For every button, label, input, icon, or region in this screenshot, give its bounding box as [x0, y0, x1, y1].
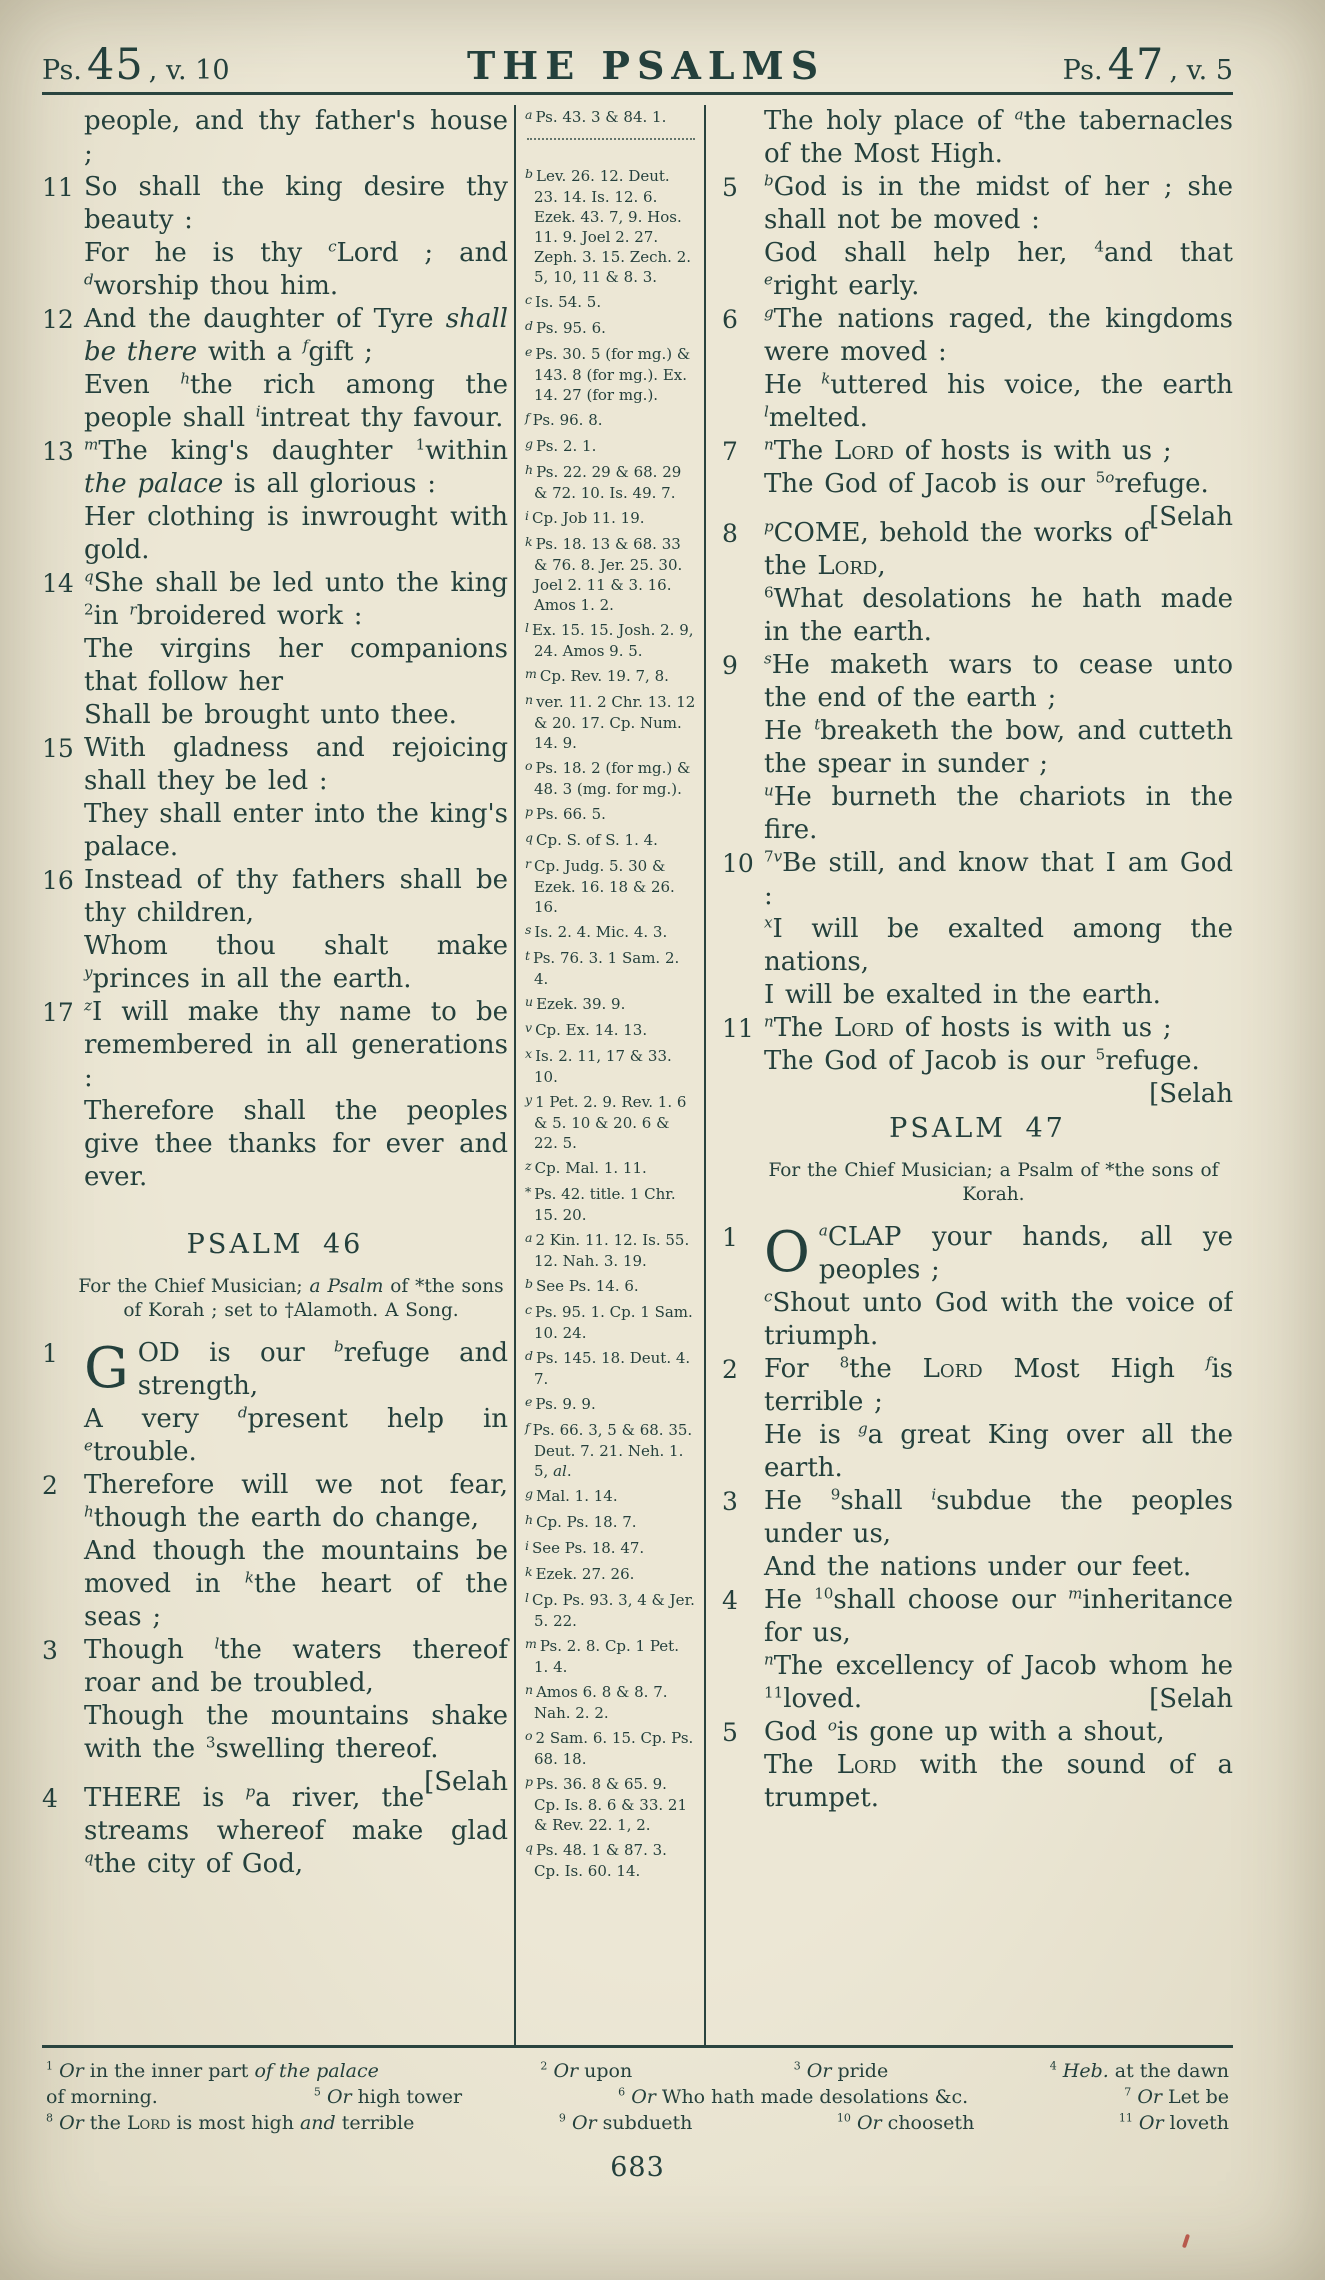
- italic-text: Or: [806, 2060, 832, 2082]
- verse-number: 2: [42, 1471, 58, 1500]
- selah-marker: [Selah: [1149, 502, 1233, 532]
- small-caps-text: Lord: [836, 1750, 897, 1780]
- cross-reference-entry: $^c$ Ps. 95. 1. Cp. 1 Sam. 10. 24.: [525, 1302, 693, 1342]
- verse-number: 10: [722, 849, 754, 878]
- verse-line: people, and thy father's house ;: [84, 106, 508, 169]
- reference-mark: x: [764, 913, 773, 932]
- footnote: $^9$ Or subdueth: [558, 2111, 693, 2134]
- reference-mark: b: [764, 171, 774, 190]
- dotted-separator: [527, 134, 695, 140]
- small-caps-text: Lord: [126, 2112, 171, 2134]
- italic-text: the palace: [84, 469, 224, 499]
- text-columns: [42, 95, 1233, 2045]
- drop-cap: O: [764, 1220, 810, 1285]
- reference-mark: f: [1205, 1353, 1212, 1372]
- verse-line: 13 $^m$The king's daughter $^1$within the palace is all glorious :: [42, 435, 508, 499]
- footnote-row: [46, 2058, 1229, 2084]
- cross-reference-entry: $^b$ Lev. 26. 12. Deut. 23. 14. Is. 12. 6. Ezek. 43. 7, 9. Hos. 11. 9. Joel 2. 27. Zeph. 3. 15. Zech. 2. 5, 10, 11 & 8. 3.: [525, 166, 692, 286]
- reference-letter: k: [525, 1564, 533, 1579]
- verse-line: Therefore shall the peoples give thee thanks for ever and ever.: [84, 1096, 508, 1192]
- cross-reference-entry: * Ps. 42. title. 1 Chr. 15. 20.: [525, 1184, 676, 1224]
- cross-reference-entry: $^s$ Is. 2. 4. Mic. 4. 3.: [525, 922, 668, 941]
- reference-letter: *: [525, 1184, 532, 1199]
- reference-mark: 6: [618, 2085, 626, 2099]
- cross-reference-entry: $^a$ Ps. 43. 3 & 84. 1.: [525, 107, 667, 126]
- running-header: [42, 40, 1233, 90]
- verse-line: 7 $^n$The Lord of hosts is with us ;: [722, 435, 1172, 466]
- footnote: of morning.: [46, 2086, 158, 2108]
- verse-line: 2 For $^8$the Lord Most High $^f$is terrible ;: [722, 1353, 1233, 1417]
- verse-line: 16 Instead of thy fathers shall be thy children,: [42, 865, 508, 928]
- reference-letter: i: [525, 1538, 529, 1553]
- verse-number: 12: [42, 305, 74, 334]
- reference-letter: g: [525, 436, 534, 451]
- reference-mark: v: [773, 847, 783, 866]
- cross-reference-entry: $^q$ Cp. S. of S. 1. 4.: [525, 830, 658, 849]
- cross-reference-entry: $^r$ Cp. Judg. 5. 30 & Ezek. 16. 18 & 26. 16.: [525, 856, 675, 916]
- reference-letter: d: [525, 1348, 534, 1363]
- verse-number: 1: [722, 1223, 738, 1252]
- reference-mark: 11: [764, 1683, 784, 1702]
- header-right-psalm-ref: [1063, 40, 1233, 90]
- footnote: $^{11}$ Or loveth: [1118, 2111, 1229, 2134]
- footnote-row: [46, 2110, 1229, 2136]
- header-left-psalm-ref: [42, 40, 230, 90]
- cross-reference-entry: $^p$ Ps. 36. 8 & 65. 9. Cp. Is. 8. 6 & 33. 21 & Rev. 22. 1, 2.: [525, 1774, 687, 1834]
- verse-number: 13: [42, 437, 74, 466]
- reference-mark: i: [255, 402, 261, 421]
- page-number: 683: [610, 2152, 665, 2183]
- small-caps-text: Lord: [833, 1013, 894, 1043]
- reference-mark: u: [764, 781, 774, 800]
- italic-text: Or: [553, 2060, 579, 2082]
- reference-mark: 2: [84, 600, 94, 619]
- cross-reference-entry: $^i$ Cp. Job 11. 19.: [525, 508, 645, 527]
- verse-line: He is $^g$a great King over all the earth.: [764, 1419, 1233, 1483]
- footnote: $^6$ Or Who hath made desolations &c.: [618, 2085, 969, 2108]
- small-caps-text: Lord: [833, 436, 894, 466]
- verse-number: 4: [42, 1784, 58, 1813]
- verse-number: 11: [42, 173, 74, 202]
- reference-letter: x: [525, 1046, 533, 1061]
- reference-letter: a: [525, 1230, 533, 1245]
- reference-mark: s: [764, 649, 772, 668]
- verse-line: $^6$What desolations he hath made in the earth.: [764, 583, 1233, 647]
- cross-reference-entry: $^l$ Cp. Ps. 93. 3, 4 & Jer. 5. 22.: [525, 1590, 695, 1630]
- reference-letter: q: [525, 1840, 534, 1855]
- footnote: $^2$ Or upon: [540, 2059, 633, 2082]
- verse-line: 1 G OD is our $^b$refuge and strength,: [42, 1336, 508, 1401]
- verse-line: The Lord with the sound of a trumpet.: [764, 1750, 1233, 1813]
- reference-letter: p: [525, 1774, 534, 1789]
- verse-line: He $^k$uttered his voice, the earth $^l$melted.: [764, 369, 1233, 433]
- reference-letter: b: [525, 166, 534, 181]
- cross-reference-entry: $^o$ 2 Sam. 6. 15. Cp. Ps. 68. 18.: [525, 1728, 694, 1768]
- verse-line: The God of Jacob is our $^5$refuge. [Selah: [764, 1045, 1233, 1109]
- reference-mark: l: [764, 402, 769, 421]
- cross-reference-entry: $^k$ Ps. 18. 13 & 68. 33 & 76. 8. Jer. 25. 30. Joel 2. 11 & 3. 16. Amos 1. 2.: [525, 534, 683, 614]
- reference-letter: m: [525, 1636, 537, 1651]
- verse-line: 1 O $^a$CLAP your hands, all ye peoples ;: [722, 1220, 1233, 1285]
- reference-mark: 3: [793, 2059, 801, 2073]
- reference-mark: a: [818, 1221, 828, 1240]
- verse-line: 10 $^{7v}$Be still, and know that I am God :: [722, 847, 1233, 911]
- verse-line: And though the mountains be moved in $^k$the heart of the seas ;: [84, 1536, 508, 1632]
- reference-letter: v: [525, 1020, 533, 1035]
- cross-reference-entry: $^l$ Ex. 15. 15. Josh. 2. 9, 24. Amos 9. 5.: [525, 620, 694, 660]
- reference-mark: p: [245, 1782, 256, 1801]
- cross-reference-entry: $^g$ Ps. 2. 1.: [525, 436, 597, 455]
- cross-reference-entry: $^e$ Ps. 30. 5 (for mg.) & 143. 8 (for mg.). Ex. 14. 27 (for mg.).: [525, 344, 691, 404]
- italic-text: shall be there: [84, 304, 508, 367]
- cross-reference-entry: $^i$ See Ps. 18. 47.: [525, 1538, 645, 1557]
- verse-line: For he is thy $^c$Lord ; and $^d$worship thou him.: [84, 237, 508, 301]
- reference-letter: o: [525, 758, 533, 773]
- reference-letter: p: [525, 804, 534, 819]
- cross-reference-entry: $^e$ Ps. 9. 9.: [525, 1394, 596, 1413]
- reference-letter: n: [525, 692, 534, 707]
- reference-mark: i: [931, 1485, 937, 1504]
- reference-mark: 4: [1094, 237, 1104, 256]
- cross-reference-entry: $^p$ Ps. 66. 5.: [525, 804, 606, 823]
- reference-mark: n: [764, 1012, 774, 1031]
- cross-reference-entry: $^h$ Cp. Ps. 18. 7.: [525, 1512, 637, 1531]
- verse-line: 5 $^b$God is in the midst of her ; she shall not be moved :: [722, 171, 1233, 235]
- reference-letter: l: [525, 1590, 529, 1605]
- reference-letter: e: [525, 344, 533, 359]
- italic-text: Or: [59, 2060, 84, 2082]
- reference-mark: 10: [836, 2111, 851, 2125]
- cross-reference-entry: $^o$ Ps. 18. 2 (for mg.) & 48. 3 (mg. for mg.).: [525, 758, 691, 798]
- cross-reference-entry: $^q$ Ps. 48. 1 & 87. 3. Cp. Is. 60. 14.: [525, 1840, 667, 1880]
- reference-mark: 8: [839, 1353, 850, 1372]
- verse-line: 12 And the daughter of Tyre shall be there with a $^f$gift ;: [42, 304, 508, 367]
- verse-line: $^n$The excellency of Jacob whom he $^{11}$loved. [Selah: [764, 1650, 1233, 1714]
- cross-reference-entry: $^z$ Cp. Mal. 1. 11.: [525, 1158, 647, 1177]
- verse-line: The God of Jacob is our $^{5o}$refuge. [Selah: [764, 468, 1233, 532]
- small-caps-text: Lord: [817, 551, 878, 581]
- footnote: $^1$ Or in the inner part of the palace: [46, 2059, 379, 2082]
- cross-reference-entry: $^v$ Cp. Ex. 14. 13.: [525, 1020, 648, 1039]
- cross-reference-entry: $^g$ Mal. 1. 14.: [525, 1486, 618, 1505]
- reference-mark: a: [1014, 105, 1024, 124]
- verse-line: 9 $^s$He maketh wars to cease unto the end of the earth ;: [722, 649, 1233, 713]
- verse-number: 6: [722, 305, 738, 334]
- reference-letter: n: [525, 1682, 534, 1697]
- verse-line: 15 With gladness and rejoicing shall they be led :: [42, 733, 508, 796]
- verse-line: 4 THERE is $^p$a river, the streams whereof make glad $^q$the city of God,: [42, 1782, 508, 1879]
- cross-reference-entry: $^n$ Amos 6. 8 & 8. 7. Nah. 2. 2.: [525, 1682, 668, 1722]
- reference-letter: q: [525, 830, 534, 845]
- header-left-number: 45: [86, 40, 144, 90]
- verse-number: 9: [722, 651, 738, 680]
- reference-mark: e: [764, 270, 773, 289]
- verse-number: 14: [42, 569, 74, 598]
- reference-mark: 9: [558, 2111, 566, 2125]
- verse-line: A very $^d$present help in $^e$trouble.: [84, 1403, 508, 1467]
- selah-marker: [Selah: [1149, 1684, 1233, 1714]
- cross-references-column: [514, 105, 706, 2045]
- small-caps-text: Lord: [922, 1354, 983, 1384]
- reference-letter: z: [525, 1158, 532, 1173]
- reference-mark: 5: [1095, 1045, 1106, 1064]
- reference-letter: u: [525, 994, 534, 1009]
- reference-letter: y: [525, 1092, 533, 1107]
- reference-mark: c: [328, 237, 337, 256]
- reference-mark: 9: [830, 1485, 841, 1504]
- reference-mark: g: [764, 303, 774, 322]
- italic-text: Or: [631, 2086, 656, 2108]
- verse-line: Her clothing is inwrought with gold.: [84, 502, 508, 565]
- reference-letter: c: [525, 292, 533, 307]
- verse-line: 2 Therefore will we not fear, $^h$though the earth do change,: [42, 1470, 508, 1533]
- cross-reference-entry: $^m$ Cp. Rev. 19. 7, 8.: [525, 666, 669, 685]
- reference-mark: d: [84, 270, 94, 289]
- reference-letter: r: [525, 856, 531, 871]
- verse-line: 11 $^n$The Lord of hosts is with us ;: [722, 1012, 1172, 1043]
- reference-mark: 5: [1095, 468, 1106, 487]
- reference-mark: 2: [540, 2059, 548, 2073]
- italic-text: Or: [1138, 2112, 1164, 2134]
- cross-reference-entry: $^h$ Ps. 22. 29 & 68. 29 & 72. 10. Is. 49. 7.: [525, 462, 682, 502]
- cross-reference-entry: $^c$ Is. 54. 5.: [525, 292, 602, 311]
- italic-text: Or: [571, 2112, 597, 2134]
- reference-mark: o: [1105, 468, 1115, 487]
- verse-line: 8 $^p$COME, behold the works of the Lord,: [722, 517, 1150, 581]
- verse-line: I will be exalted in the earth.: [764, 980, 1161, 1010]
- header-right-prefix: Ps.: [1062, 55, 1103, 86]
- verse-line: $^u$He burneth the chariots in the fire.: [764, 781, 1233, 845]
- verse-line: Though the mountains shake with the $^3$swelling thereof. [Selah: [84, 1701, 508, 1797]
- cross-reference-entry: $^t$ Ps. 76. 3. 1 Sam. 2. 4.: [525, 948, 680, 988]
- footnote: $^{10}$ Or chooseth: [836, 2111, 975, 2134]
- verse-number: 4: [722, 1586, 738, 1615]
- italic-text: and: [299, 2112, 336, 2134]
- reference-mark: 1: [46, 2059, 54, 2073]
- psalm-heading: PSALM 46: [186, 1229, 364, 1260]
- verse-number: 3: [42, 1636, 58, 1665]
- cross-reference-entry: $^m$ Ps. 2. 8. Cp. 1 Pet. 1. 4.: [525, 1636, 679, 1676]
- reference-mark: n: [764, 1650, 774, 1669]
- verse-line: He $^t$breaketh the bow, and cutteth the spear in sunder ;: [764, 715, 1233, 779]
- reference-mark: 4: [1049, 2059, 1057, 2073]
- reference-letter: k: [525, 534, 533, 549]
- reference-mark: m: [1068, 1584, 1083, 1603]
- header-right-verse: , v. 5: [1169, 55, 1233, 86]
- italic-text: Or: [1137, 2086, 1162, 2108]
- reference-mark: k: [244, 1568, 254, 1587]
- reference-mark: q: [84, 567, 94, 586]
- verse-number: 2: [722, 1355, 738, 1384]
- verse-number: 7: [722, 437, 738, 466]
- italic-text: Or: [856, 2112, 882, 2134]
- verse-line: 14 $^q$She shall be led unto the king $^2$in $^r$broidered work :: [42, 567, 508, 631]
- reference-mark: n: [764, 435, 774, 454]
- reference-letter: c: [525, 1302, 533, 1317]
- verse-line: 3 Though $^l$the waters thereof roar and be troubled,: [42, 1634, 508, 1698]
- cross-reference-entry: $^n$ ver. 11. 2 Chr. 13. 12 & 20. 17. Cp. Num. 14. 9.: [525, 692, 696, 752]
- reference-mark: 7: [764, 847, 774, 866]
- reference-letter: l: [525, 620, 529, 635]
- cross-reference-entry: $^d$ Ps. 145. 18. Deut. 4. 7.: [525, 1348, 691, 1388]
- italic-text: al: [553, 1462, 567, 1480]
- reference-mark: q: [84, 1848, 94, 1867]
- reference-mark: c: [764, 1287, 773, 1306]
- cross-reference-entry: $^a$ 2 Kin. 11. 12. Is. 55. 12. Nah. 3. 19.: [525, 1230, 690, 1270]
- reference-mark: h: [180, 369, 191, 388]
- verse-number: 11: [722, 1014, 754, 1043]
- reference-mark: l: [214, 1634, 220, 1653]
- reference-mark: 1: [415, 435, 426, 454]
- reference-mark: h: [84, 1502, 94, 1521]
- reference-letter: s: [525, 922, 532, 937]
- verse-line: 3 He $^9$shall $^i$subdue the peoples under us,: [722, 1485, 1233, 1549]
- cross-reference-entry: $^d$ Ps. 95. 6.: [525, 318, 606, 337]
- cross-reference-entry: $^f$ Ps. 96. 8.: [525, 410, 603, 429]
- reference-mark: b: [334, 1337, 344, 1356]
- reference-mark: r: [129, 600, 137, 619]
- reference-letter: f: [525, 1420, 530, 1435]
- page-title: THE PSALMS: [467, 43, 826, 88]
- reference-mark: m: [84, 435, 99, 454]
- cross-reference-entry: $^x$ Is. 2. 11, 17 & 33. 10.: [525, 1046, 672, 1086]
- reference-letter: h: [525, 462, 534, 477]
- reference-letter: m: [525, 666, 537, 681]
- verse-number: 1: [42, 1339, 58, 1368]
- cross-reference-entry: $^k$ Ezek. 27. 26.: [525, 1564, 635, 1583]
- verse-line: 5 God $^o$is gone up with a shout,: [722, 1716, 1165, 1747]
- reference-letter: t: [525, 948, 531, 963]
- verse-line: 17 $^z$I will make thy name to be remembered in all generations :: [42, 996, 508, 1093]
- verse-number: 17: [42, 998, 74, 1027]
- reference-mark: d: [237, 1403, 248, 1422]
- drop-cap: G: [84, 1336, 129, 1401]
- reference-mark: o: [827, 1716, 837, 1735]
- footnotes: [42, 2048, 1233, 2140]
- italic-text: a Psalm: [309, 1276, 384, 1297]
- verse-line: 6 $^g$The nations raged, the kingdoms were moved :: [722, 303, 1233, 367]
- header-left-verse: , v. 10: [148, 55, 230, 86]
- reference-letter: e: [525, 1394, 533, 1409]
- italic-text: Heb.: [1062, 2060, 1109, 2082]
- reference-mark: k: [821, 369, 831, 388]
- selah-marker: [Selah: [1149, 1079, 1233, 1109]
- reference-letter: h: [525, 1512, 534, 1527]
- reference-mark: 7: [1124, 2085, 1132, 2099]
- verse-line: God shall help her, $^4$and that $^e$right early.: [764, 237, 1233, 301]
- verse-number: 5: [722, 1718, 738, 1747]
- reference-mark: 10: [814, 1584, 834, 1603]
- reference-mark: y: [84, 963, 93, 982]
- verse-line: And the nations under our feet.: [764, 1552, 1192, 1582]
- footnote-row: [46, 2084, 1229, 2110]
- cross-reference-entry: $^b$ See Ps. 14. 6.: [525, 1276, 639, 1295]
- reference-mark: g: [857, 1419, 868, 1438]
- cross-reference-entry: $^y$ 1 Pet. 2. 9. Rev. 1. 6 & 5. 10 & 20. 6 & 22. 5.: [525, 1092, 687, 1152]
- verse-line: $^c$Shout unto God with the voice of triumph.: [764, 1287, 1233, 1351]
- verse-line: Whom thou shalt make $^y$princes in all the earth.: [84, 931, 508, 994]
- verse-line: Even $^h$the rich among the people shall $^i$intreat thy favour.: [84, 369, 508, 433]
- verse-number: 8: [722, 519, 738, 548]
- right-text-column: [706, 105, 1233, 2045]
- verse-number: 3: [722, 1487, 738, 1516]
- verse-number: 5: [722, 173, 738, 202]
- verse-line: 11 So shall the king desire thy beauty :: [42, 172, 508, 235]
- reference-mark: z: [84, 996, 92, 1015]
- cross-reference-entry: $^u$ Ezek. 39. 9.: [525, 994, 626, 1013]
- header-left-prefix: Ps.: [42, 55, 82, 86]
- selah-marker: [Selah: [424, 1767, 508, 1797]
- italic-text: Or: [59, 2112, 84, 2134]
- psalm-subtitle: For the Chief Musician; a Psalm of *the sons of Korah ; set to †Alamoth. A Song.: [78, 1276, 504, 1321]
- reference-letter: b: [525, 1276, 534, 1291]
- verse-line: The holy place of $^a$the tabernacles of the Most High.: [764, 105, 1233, 169]
- verse-line: The virgins her companions that follow her: [84, 634, 508, 697]
- verse-line: 4 He $^{10}$shall choose our $^m$inheritance for us,: [722, 1584, 1233, 1648]
- verse-number: 16: [42, 866, 74, 895]
- reference-mark: 8: [46, 2111, 54, 2125]
- reference-mark: e: [84, 1436, 93, 1455]
- reference-letter: i: [525, 508, 529, 523]
- reference-mark: 11: [1118, 2111, 1133, 2125]
- verse-number: 15: [42, 734, 74, 763]
- footnote: $^3$ Or pride: [793, 2059, 889, 2082]
- reference-letter: o: [525, 1728, 533, 1743]
- reference-letter: a: [525, 107, 533, 122]
- footnote: $^4$ Heb. at the dawn: [1049, 2059, 1229, 2082]
- reference-mark: 6: [764, 583, 774, 602]
- reference-mark: 5: [313, 2085, 321, 2099]
- verse-line: $^x$I will be exalted among the nations,: [764, 913, 1233, 977]
- verse-line: Shall be brought unto thee.: [84, 700, 457, 730]
- stray-ink-mark: [1182, 2234, 1190, 2249]
- reference-letter: g: [525, 1486, 534, 1501]
- left-text-column: [42, 105, 514, 2045]
- psalm-heading: PSALM 47: [889, 1113, 1066, 1144]
- footnote: $^7$ Or Let be: [1124, 2085, 1229, 2108]
- verse-line: They shall enter into the king's palace.: [84, 799, 508, 862]
- header-right-number: 47: [1107, 40, 1165, 90]
- footnote: $^8$ Or the Lord is most high and terrible: [46, 2111, 415, 2134]
- psalm-subtitle: For the Chief Musician; a Psalm of *the sons of Korah.: [768, 1160, 1219, 1205]
- footnote: $^5$ Or high tower: [313, 2085, 463, 2108]
- reference-mark: t: [814, 715, 821, 734]
- italic-text: Or: [326, 2086, 352, 2108]
- reference-letter: f: [525, 410, 530, 425]
- reference-mark: f: [302, 336, 309, 355]
- reference-mark: 3: [205, 1733, 216, 1752]
- italic-text: of the palace: [254, 2060, 379, 2082]
- reference-letter: d: [525, 318, 534, 333]
- cross-reference-entry: $^f$ Ps. 66. 3, 5 & 68. 35. Deut. 7. 21. Neh. 1. 5, al.: [525, 1420, 693, 1480]
- reference-mark: p: [764, 517, 774, 536]
